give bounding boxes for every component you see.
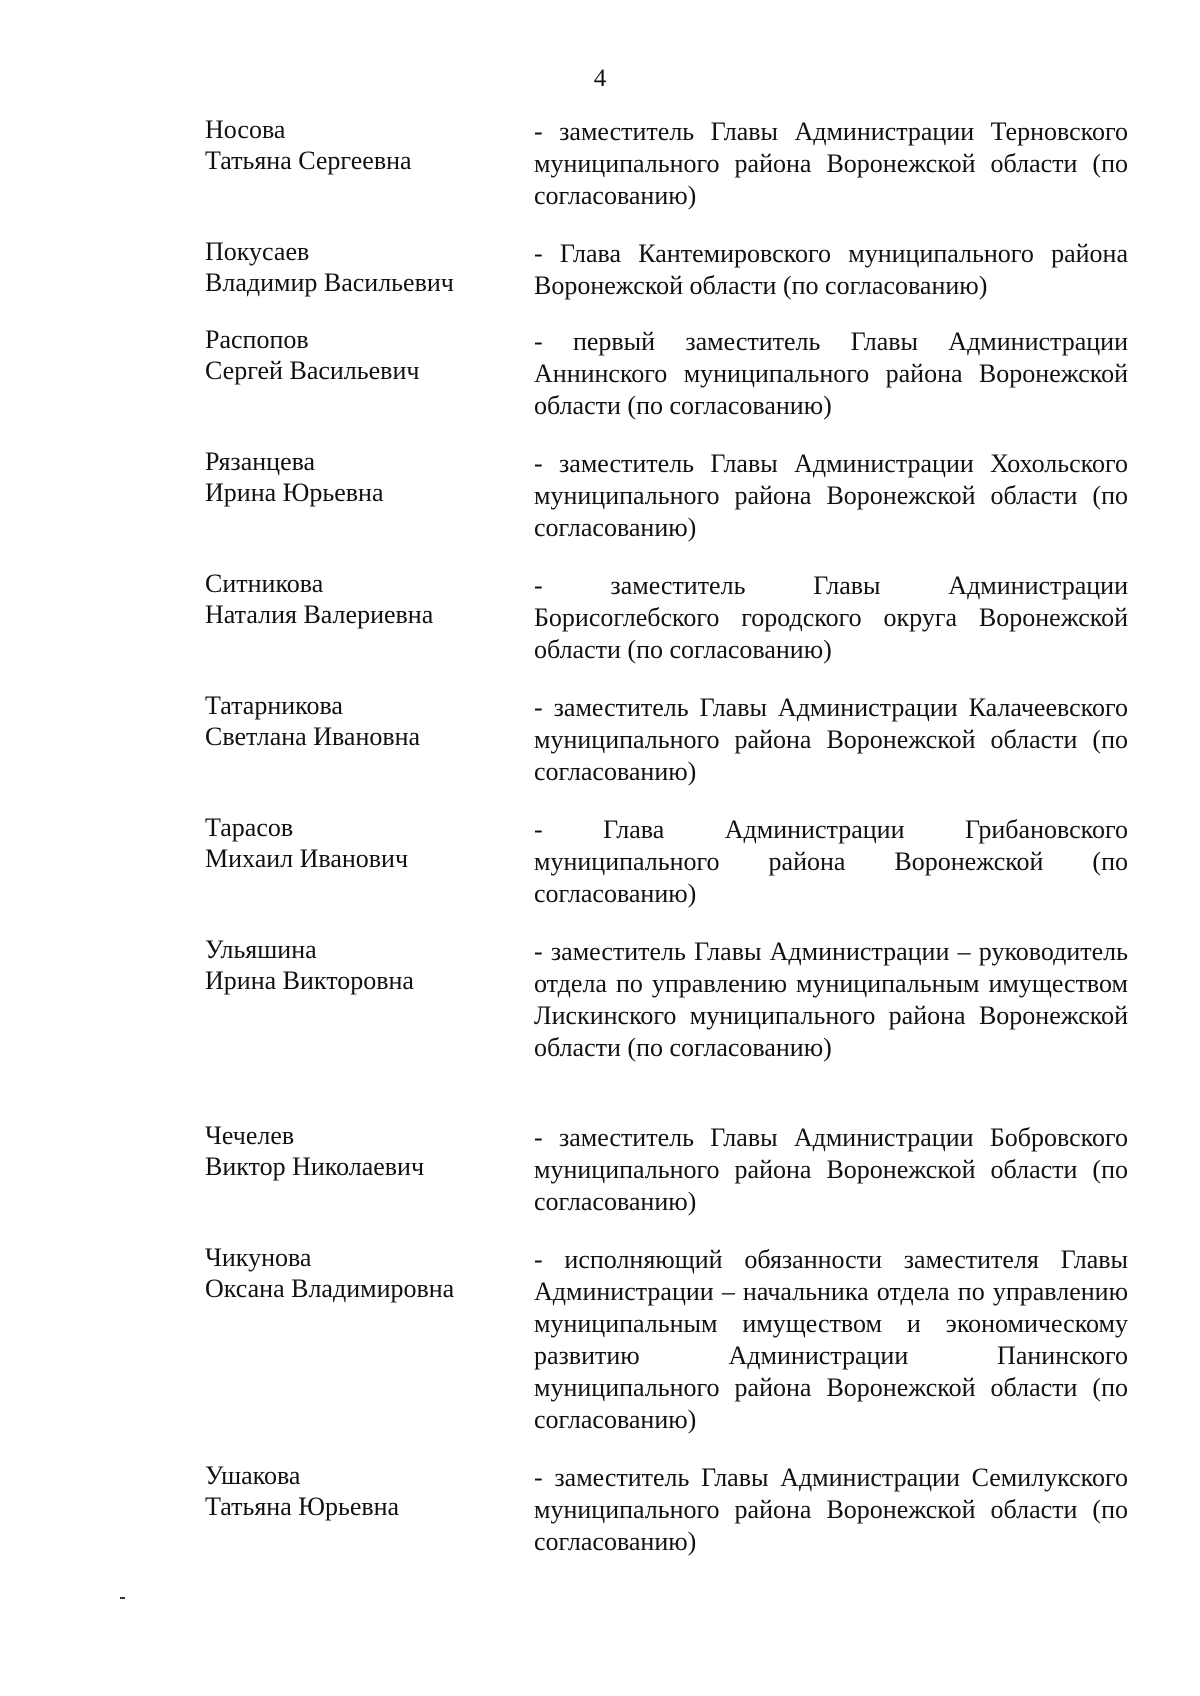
position-description: - заместитель Главы Администрации Калачеевского муниципального района Воронежской области (по согласованию): [534, 693, 1128, 786]
given-names: Ирина Юрьевна: [205, 478, 384, 507]
surname: Татарникова: [205, 691, 343, 720]
person-name: [205, 1460, 505, 1522]
surname: Рязанцева: [205, 447, 316, 476]
position-description: - заместитель Главы Администрации Терновского муниципального района Воронежской области (по согласованию): [534, 117, 1128, 210]
given-names: Татьяна Юрьевна: [205, 1492, 400, 1521]
given-names: Ирина Викторовна: [205, 966, 414, 995]
given-names: Наталия Валериевна: [205, 600, 434, 629]
surname: Ушакова: [205, 1461, 301, 1490]
position-description: - заместитель Главы Администрации – руководитель отдела по управлению муниципальным имуществом Лискинского муниципального района Воронежской области (по согласованию): [534, 937, 1128, 1062]
person-name: [205, 446, 505, 508]
person-name: [205, 568, 505, 630]
surname: Ситникова: [205, 569, 324, 598]
person-name: [205, 934, 505, 996]
position-description: - заместитель Главы Администрации Бобровского муниципального района Воронежской области (по согласованию): [534, 1123, 1128, 1216]
surname: Тарасов: [205, 813, 294, 842]
surname: Покусаев: [205, 237, 310, 266]
given-names: Сергей Васильевич: [205, 356, 420, 385]
surname: Чикунова: [205, 1243, 312, 1272]
person-name: [205, 812, 505, 874]
person-name: [205, 1120, 505, 1182]
given-names: Оксана Владимировна: [205, 1274, 455, 1303]
position-description: - Глава Администрации Грибановского муниципального района Воронежской (по согласованию): [534, 815, 1128, 908]
position-description: - заместитель Главы Администрации Борисоглебского городского округа Воронежской области (по согласованию): [534, 571, 1128, 664]
position-description: - исполняющий обязанности заместителя Главы Администрации – начальника отдела по управлению муниципальным имуществом и экономическому развитию Администрации Панинского муниципального района Воронежской области (по согласованию): [534, 1245, 1128, 1434]
given-names: Светлана Ивановна: [205, 722, 421, 751]
given-names: Михаил Иванович: [205, 844, 409, 873]
surname: Носова: [205, 115, 286, 144]
surname: Ульяшина: [205, 935, 317, 964]
surname: Чечелев: [205, 1121, 295, 1150]
person-name: [205, 690, 505, 752]
page-number: 4: [593, 65, 607, 92]
given-names: Татьяна Сергеевна: [205, 146, 412, 175]
position-description: - заместитель Главы Администрации Семилукского муниципального района Воронежской области (по согласованию): [534, 1463, 1128, 1556]
person-name: [205, 114, 505, 176]
position-description: - заместитель Главы Администрации Хохольского муниципального района Воронежской области (по согласованию): [534, 449, 1128, 542]
person-name: [205, 324, 505, 386]
person-name: [205, 1242, 505, 1304]
position-description: - первый заместитель Главы Администрации Аннинского муниципального района Воронежской области (по согласованию): [534, 327, 1128, 420]
given-names: Виктор Николаевич: [205, 1152, 425, 1181]
person-name: [205, 236, 505, 298]
surname: Распопов: [205, 325, 309, 354]
scan-mark: [120, 1597, 125, 1599]
given-names: Владимир Васильевич: [205, 268, 454, 297]
position-description: - Глава Кантемировского муниципального района Воронежской области (по согласованию): [534, 239, 1128, 300]
